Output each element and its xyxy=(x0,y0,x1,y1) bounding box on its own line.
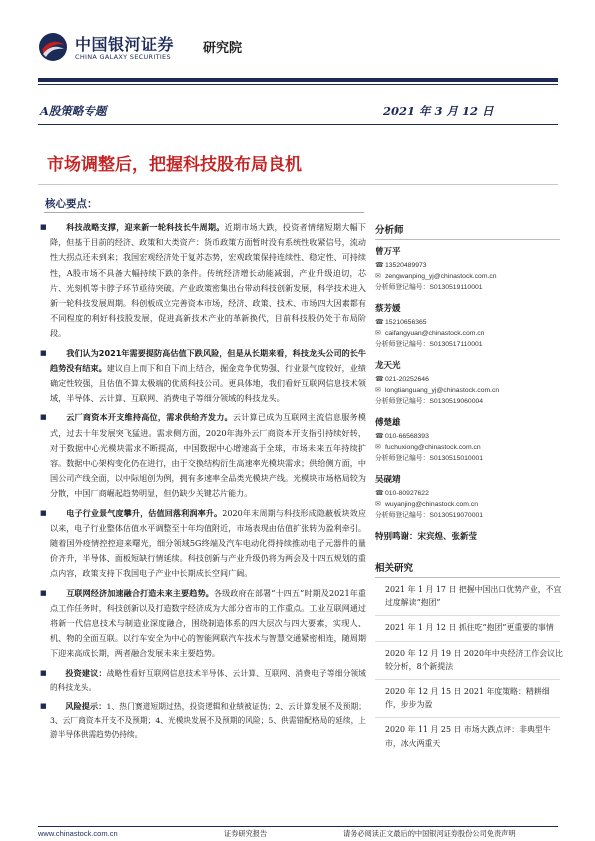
report-title: 市场调整后，把握科技股布局良机 xyxy=(47,155,302,175)
related-research-item[interactable]: 2020 年 11 月 25 日 市场大跌点评：非典型牛市，冰火两重天 xyxy=(385,725,551,748)
divider xyxy=(375,717,560,718)
key-point-paragraph xyxy=(40,346,366,407)
sidebar xyxy=(375,196,565,756)
brand-name: 中国银河证券 xyxy=(75,35,175,54)
footer-rule xyxy=(38,826,558,827)
key-point-lead: 我们认为2021年需要提防高估值下跌风险，但是从长期来看，科技龙头公司的长牛趋势没有结束。 xyxy=(50,347,366,373)
key-point-text: 各级政府在部署“十四五”时期及2021年重点工作任务时，科技创新以及打造数字经济成为大部分省市的工作重点。工业互联网通过将新一代信息技术与制造业深度融合，围绕制造体系的四大层次与四大要素，实现人、机、物的全面互联。以行车安全为中心的智能网联汽车技术与智慧交通紧密相连，随周期下迎来高成长期，两者融合发展未来主要趋势。 xyxy=(50,587,366,659)
phone-icon: ☎ xyxy=(375,433,384,440)
date-rule xyxy=(38,124,558,125)
key-points-rule xyxy=(44,212,364,213)
analyst-phone: ☎13520489973 xyxy=(375,262,427,269)
analyst-cert: 分析师登记编号：S0130517110001 xyxy=(375,341,483,348)
analyst-card xyxy=(375,302,565,350)
key-points-body xyxy=(40,220,366,746)
bullet-icon: ■ xyxy=(40,348,47,357)
analyst-cert: 分析师登记编号：S0130519060004 xyxy=(375,398,484,405)
bullet-icon: ■ xyxy=(40,223,47,231)
header-rule-thin xyxy=(38,84,558,85)
analyst-cert: 分析师登记编号：S0130515010001 xyxy=(375,455,484,462)
report-series: A股策略专题 xyxy=(40,104,107,118)
mail-icon: ✉ xyxy=(375,330,381,337)
key-point-paragraph xyxy=(40,220,366,342)
key-point-text: 1、热门赛道短期过热，投资逻辑和业绩被证伪；2、云计算发展不及预期；3、云厂商资本开支不及预期；4、光模块发展不及预期的风险；5、供需错配格局的延续，上游半导体供需趋势仍持续。 xyxy=(50,701,366,739)
divider xyxy=(375,679,560,680)
related-research-item[interactable]: 2021 年 1 月 12 日 抓住吃“抱团”更重要的事情 xyxy=(385,623,554,633)
key-point-paragraph xyxy=(40,666,366,695)
key-point-lead: 风险提示： xyxy=(65,700,107,711)
key-point-paragraph xyxy=(40,586,366,662)
analyst-card xyxy=(375,245,565,293)
related-research-item[interactable]: 2021 年 1 月 17 日 把握中国出口优势产业，不宜过度解读“抱团” xyxy=(385,585,562,608)
header-rule xyxy=(38,78,558,82)
key-point-paragraph xyxy=(40,506,366,582)
title-rule xyxy=(38,184,558,185)
mail-icon: ✉ xyxy=(375,501,381,508)
analyst-name: 曾万平 xyxy=(375,247,401,257)
related-research-item[interactable]: 2020 年 12 月 19 日 2020年中央经济工作会议比较分析，8个新提法 xyxy=(385,648,563,671)
phone-icon: ☎ xyxy=(375,319,384,326)
analyst-card xyxy=(375,416,565,464)
mail-icon: ✉ xyxy=(375,387,381,394)
mail-icon: ✉ xyxy=(375,444,381,451)
analyst-name: 龙天光 xyxy=(375,361,401,371)
analyst-cert: 分析师登记编号：S0130519070001 xyxy=(375,512,484,519)
key-point-text: 建议自上而下和自下而上结合，掘金竞争优势强、行业景气度较好，业绩确定性较强，且估值不算太极端的优质科技公司。更具体地，我们看好互联网信息技术领域，半导体、云计算、互联网、消费电子等细分领域的科技龙头。 xyxy=(50,362,366,404)
key-point-paragraph xyxy=(40,410,366,501)
brand-name-en: CHINA GALAXY SECURITIES xyxy=(75,53,171,61)
analyst-cert: 分析师登记编号：S0130519110001 xyxy=(375,284,483,291)
divider xyxy=(375,615,560,616)
galaxy-logo-icon xyxy=(38,32,68,62)
analyst-card xyxy=(375,359,565,407)
footer-report-type: 证券研究报告 xyxy=(224,829,268,838)
analyst-phone: ☎021-20252646 xyxy=(375,376,429,383)
mail-icon: ✉ xyxy=(375,273,381,280)
key-point-text: 近期市场大跌，投资者情绪短期大幅下降，但基于目前的经济、政策和大类资产：货币政策方面暂时没有系统性收紧信号，流动性大拐点还未到来；我国宏观经济处于复苏态势，宏观政策保持连续性、稳定性、可持续性，A股市场不具备大幅持续下跌的条件。传统经济增长动能减弱，产业升级迫切，芯片、光刻机等卡脖子环节亟待突破。产业政策密集出台带动科技创新发展，科学技术进入新一轮科技发展周期。科创板成立完善资本市场，经济、政策、技术、市场四大因素都有不同程度的利好科技股发展，促进高新技术产业的革新换代，目前科技股仍处于布局阶段。 xyxy=(50,222,366,339)
analysts-heading: 分析师 xyxy=(375,225,404,236)
analysts-rule xyxy=(375,239,560,240)
bullet-icon: ■ xyxy=(40,413,47,422)
analyst-name: 蔡芳媛 xyxy=(375,304,401,314)
phone-icon: ☎ xyxy=(375,376,384,383)
analyst-email[interactable]: ✉ longtianguang_yj@chinastock.com.cn xyxy=(375,387,500,394)
bullet-icon: ■ xyxy=(40,701,47,710)
analyst-phone: ☎010-80927622 xyxy=(375,490,429,497)
analyst-card xyxy=(375,473,565,521)
analyst-email[interactable]: ✉ fuchuxiong@chinastock.com.cn xyxy=(375,444,481,451)
footer-disclaimer: 请务必阅读正文最后的中国银河证券股份公司免责声明 xyxy=(343,829,516,838)
related-rule xyxy=(375,577,560,578)
bullet-icon: ■ xyxy=(40,508,47,517)
key-point-text: 战略性看好互联网信息技术半导体、云计算、互联网、消费电子等细分领域的科技龙头。 xyxy=(50,668,366,692)
key-point-lead: 投资建议： xyxy=(65,667,107,678)
analyst-phone: ☎010-66568393 xyxy=(375,433,429,440)
brand-division: 研究院 xyxy=(203,41,243,56)
analyst-phone: ☎15210656365 xyxy=(375,319,427,326)
key-point-paragraph xyxy=(40,699,366,742)
analyst-name: 吴砚靖 xyxy=(375,475,401,485)
bullet-icon: ■ xyxy=(40,588,47,597)
key-point-lead: 科技战略支撑，迎来新一轮科技长牛周期。 xyxy=(66,222,225,232)
related-research-heading: 相关研究 xyxy=(375,563,414,574)
analyst-name: 傅楚雄 xyxy=(375,418,401,428)
key-point-lead: 互联网经济加速融合打造未来主要趋势。 xyxy=(66,587,214,598)
phone-icon: ☎ xyxy=(375,490,384,497)
report-date: 2021 年 3 月 12 日 xyxy=(383,104,494,118)
key-point-lead: 云厂商资本开支维持高位，需求供给齐发力。 xyxy=(66,412,233,423)
analyst-email[interactable]: ✉ zengwanping_yj@chinastock.com.cn xyxy=(375,273,497,280)
related-research-item[interactable]: 2020 年 12 月 15 日 2021 年度策略：精耕细作，步步为盈 xyxy=(385,687,550,710)
bullet-icon: ■ xyxy=(40,668,47,677)
analyst-email[interactable]: ✉ caifangyuan@chinastock.com.cn xyxy=(375,330,485,337)
phone-icon: ☎ xyxy=(375,262,384,269)
key-point-text: 2020年末周期与科技形成隐蔽板块效应以来，电子行业整体估值水平调整至十年均值附近，市场表现由估值扩张转为盈利牵引。随着国外疫情控控迎来曙光，细分领域5G终端及汽车电动化得持续推动电子元器件的量价齐升，半导体、面板短缺行情延续。科技创新与产业升级仍将为两会及十四五规划的重点内容，政策支持下我国电子产业中长期成长空间广阔。 xyxy=(50,507,366,579)
key-points-heading: 核心要点： xyxy=(45,198,98,210)
key-point-text: 云计算已成为互联网主流信息服务模式，过去十年发展突飞猛进。需求侧方面，2020年海外云厂商资本开支指引持续好转，对于数据中心光模块需求不断提高，中国数据中心增速高于全球，市场未来五年持续扩容。数据中心架构变化仍在进行，由于交换结构衍生高速率光模块需求；供给侧方面，中国公司产线全面，以中际旭创为例，拥有多速率全品类光模块产线。光模块市场格局较为分散，中国厂商崛起趋势明显，但仍缺少关键芯片能力。 xyxy=(50,412,366,499)
analyst-email[interactable]: ✉ wuyanjing@chinastock.com.cn xyxy=(375,501,479,508)
divider xyxy=(375,641,560,642)
key-point-lead: 电子行业景气度攀升，估值回落利润率升。 xyxy=(66,507,223,518)
footer-website-link[interactable]: www.chinastock.com.cn xyxy=(38,829,118,838)
contributors: 特别鸣谢：宋宾煌、张新莹 xyxy=(375,532,478,542)
